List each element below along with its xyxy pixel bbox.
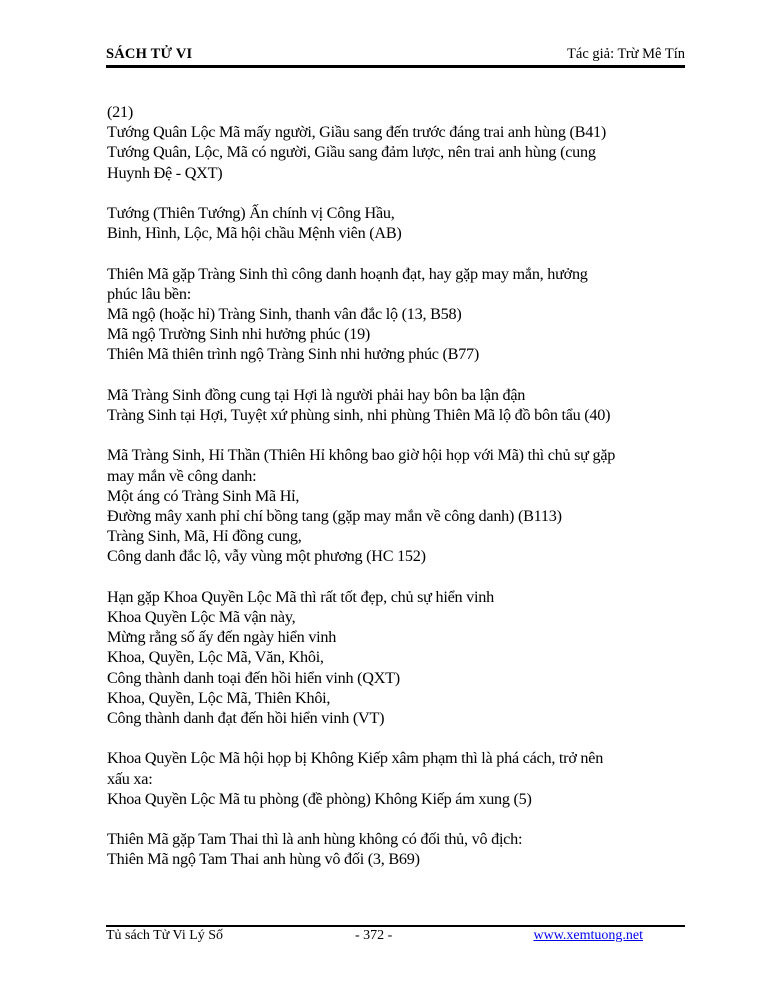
text-line: Thiên Mã gặp Tràng Sinh thì công danh hoạnh đạt, hay gặp may mắn, hưởng [107,264,588,283]
text-line: Thiên Mã ngộ Tam Thai anh hùng vô đối (3, B69) [107,850,420,869]
text-line: Tràng Sinh, Mã, Hỉ đồng cung, [107,527,302,546]
text-paragraph [107,748,687,809]
page-number: - 372 - [355,928,393,943]
text-line: Binh, Hình, Lộc, Mã hội chầu Mệnh viên (AB) [107,224,402,243]
author-credit: Tác giả: Trừ Mê Tín [567,46,685,62]
text-line: Công thành danh toại đến hồi hiển vinh (QXT) [107,668,400,687]
text-paragraph [107,385,687,425]
text-line: Khoa Quyền Lộc Mã vận này, [107,608,296,626]
text-line: Một áng có Tràng Sinh Mã Hỉ, [107,486,300,505]
text-paragraph [107,203,687,243]
text-line: Đường mây xanh phỉ chí bồng tang (gặp may mắn về công danh) (B113) [107,507,562,525]
text-line: Hạn gặp Khoa Quyền Lộc Mã thì rất tốt đẹp, chủ sự hiển vinh [107,587,494,606]
text-line: (21) [107,103,133,121]
page-footer [106,928,685,946]
book-series: Tủ sách Tử Vi Lý Số [106,928,224,943]
text-line: Tướng Quân Lộc Mã mấy người, Giầu sang đến trước đáng trai anh hùng (B41) [107,123,607,142]
text-line: Thiên Mã gặp Tam Thai thì là anh hùng không có đối thủ, vô địch: [107,830,523,849]
text-paragraph [107,829,687,869]
text-paragraph [107,102,687,183]
text-line: Mã ngộ (hoặc hỉ) Tràng Sinh, thanh vân đắc lộ (13, B58) [107,305,462,323]
book-title: SÁCH TỬ VI [106,46,193,62]
text-line: may mắn về công danh: [107,466,257,485]
text-line: Khoa, Quyền, Lộc Mã, Thiên Khôi, [107,688,331,707]
text-line: Huynh Đệ - QXT) [107,163,223,182]
footer-divider [106,925,685,927]
page-body [107,102,687,890]
text-paragraph [107,264,687,365]
header-divider [106,65,685,68]
text-line: Mừng rằng số ấy đến ngày hiển vinh [107,628,337,647]
text-line: Mã Tràng Sinh đồng cung tại Hợi là người phải hay bôn ba lận đận [107,385,526,404]
text-line: Công thành danh đạt đến hồi hiển vinh (VT) [107,709,385,728]
text-paragraph [107,587,687,728]
text-line: phúc lâu bền: [107,284,191,303]
text-line: Tràng Sinh tại Hợi, Tuyệt xứ phùng sinh, nhi phùng Thiên Mã lộ đồ bôn tẩu (40) [107,406,611,424]
text-line: Khoa Quyền Lộc Mã tu phòng (đề phòng) Không Kiếp ám xung (5) [107,789,532,808]
text-line: Thiên Mã thiên trình ngộ Tràng Sinh nhi hưởng phúc (B77) [107,345,480,364]
text-line: Tướng (Thiên Tướng) Ấn chính vị Công Hầu, [107,204,395,222]
text-line: Tướng Quân, Lộc, Mã có người, Giầu sang đảm lược, nên trai anh hùng (cung [107,143,596,162]
page-header [106,46,685,66]
text-line: Mã Tràng Sinh, Hỉ Thần (Thiên Hỉ không bao giờ hội họp với Mã) thì chủ sự gặp [107,446,616,465]
text-line: Mã ngộ Trường Sinh nhi hưởng phúc (19) [107,325,371,344]
text-line: xấu xa: [107,769,153,788]
text-line: Công danh đắc lộ, vẫy vùng một phương (HC 152) [107,547,426,566]
website-link[interactable]: www.xemtuong.net [533,928,643,943]
text-line: Khoa Quyền Lộc Mã hội họp bị Không Kiếp xâm phạm thì là phá cách, trở nên [107,749,604,768]
text-line: Khoa, Quyền, Lộc Mã, Văn, Khôi, [107,648,324,667]
text-paragraph [107,445,687,566]
